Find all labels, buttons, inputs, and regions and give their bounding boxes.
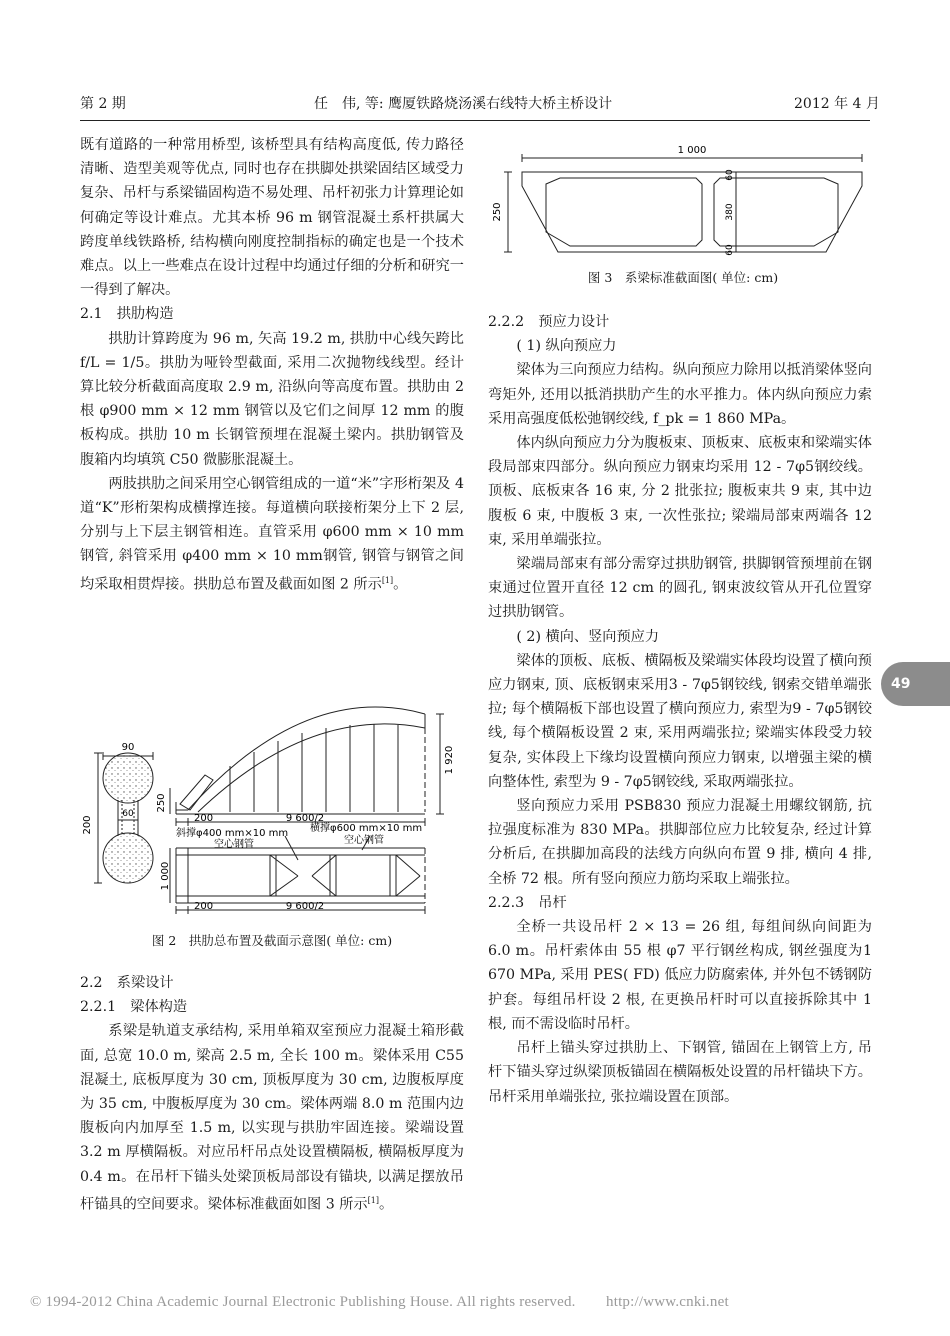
left-column-bottom [80, 971, 464, 1217]
dim-1920: 1 920 [444, 745, 455, 775]
paragraph-arch-rib-2-end: 。 [393, 576, 408, 593]
dim-mid-380: 380 [725, 203, 735, 221]
paragraph-prestress-1: 梁体为三向预应力结构。纵向预应力除用以抵消梁体竖向弯矩外, 还用以抵消拱肋产生的水平推力。体内纵向预应力索采用高强度低松弛钢绞线, f_pk = 1 860 MPa。 [488, 362, 872, 427]
dim-1000: 1 000 [160, 861, 171, 891]
dim-span-bottom: 9 600/2 [285, 901, 325, 912]
header-date: 2012 年 4 月 [794, 96, 880, 112]
citation-2: [1] [367, 1195, 379, 1205]
label-horizontal-brace-2: 空心钢管 [344, 835, 384, 846]
subheading-longitudinal: ( 1) 纵向预应力 [516, 338, 617, 355]
section-2-2-heading: 2.2 系梁设计 [80, 975, 174, 991]
left-column-top [80, 133, 464, 597]
copyright-footer: © 1994-2012 China Academic Journal Electronic Publishing House. All rights reserved. http://www.cnki.net [30, 1294, 729, 1310]
section-2-2-1-heading: 2.2.1 梁体构造 [80, 999, 188, 1016]
header-rule [80, 120, 870, 121]
dim-span-top: 9 600/2 [285, 813, 325, 824]
lower-steel-tube [103, 833, 153, 883]
paragraph-arch-rib-1: 拱肋计算跨度为 96 m, 矢高 19.2 m, 拱肋中心线矢跨比 f/L = 1/5。拱肋为哑铃型截面, 采用二次抛物线线型。经计算比较分析截面高度取 2.9 m, 沿纵向等高度布置。拱肋由 2 根 φ900 mm × 12 mm 钢管以及它们之间厚 12 mm 的腹板构成。拱肋 10 m 长钢管预埋在混凝土梁内。拱肋钢管及腹箱内均填筑 C50 微膨胀混凝土。 [80, 330, 464, 468]
dim-90: 90 [121, 742, 135, 753]
dim-height-250: 250 [492, 202, 503, 222]
arch-elevation [170, 707, 444, 826]
paragraph-arch-rib-2 [80, 472, 464, 597]
figure-3-caption: 图 3 系梁标准截面图( 单位: cm) [587, 270, 779, 285]
paragraph-prestress-4: 梁体的顶板、底板、横隔板及梁端实体段均设置了横向预应力钢束, 顶、底板钢束采用3 - 7φ5钢铰线, 钢索交错单端张拉; 每个横隔板下部也设置了横向预应力, 索型为9 - 7φ5钢铰线, 每个横隔板设置 2 束, 采用两端张拉; 梁端实体段受力较复杂, 实体段上下缘均设置横向预应力钢束, 以增强主梁的横向整体性, 索型为 9 - 7φ5钢铰线, 采取两端张拉。 [488, 652, 872, 790]
paragraph-prestress-2: 体内纵向预应力分为腹板束、顶板束、底板束和梁端实体段局部束四部分。纵向预应力钢束均采用 12 - 7φ5钢绞线。顶板、底板束各 16 束, 分 2 批张拉; 腹板束共 9 束, 其中边腹板 6 束, 中腹板 3 束, 一次性张拉; 梁端局部束两端各 12 束, 采用单端张拉。 [488, 435, 872, 548]
header-issue: 第 2 期 [80, 96, 126, 112]
paragraph-intro: 既有道路的一种常用桥型, 该桥型具有结构高度低, 传力路径清晰、造型美观等优点, 同时也存在拱脚处拱梁固结区域受力复杂、吊杆与系梁锚固构造不易处理、吊杆初张力计算理论如何确定等设计难点。尤其本桥 96 m 钢管混凝土系杆拱属大跨度单线铁路桥, 结构横向刚度控制指标的确定也是一个技术难点。以上一些难点在设计过程中均通过仔细的分析和研究一一得到了解决。 [80, 137, 464, 299]
paragraph-beam-structure [80, 1019, 464, 1216]
subheading-transverse-vertical: ( 2) 横向、竖向预应力 [516, 628, 660, 645]
dim-bottom-60: 60 [725, 244, 735, 256]
figure-2-caption: 图 2 拱肋总布置及截面示意图( 单位: cm) [151, 933, 393, 948]
label-diagonal-brace: 斜撑φ400 mm×10 mm [176, 828, 289, 839]
section-2-2-3-heading: 2.2.3 吊杆 [488, 894, 567, 911]
dim-top-60: 60 [725, 169, 735, 181]
label-horizontal-brace: 横撑φ600 mm×10 mm [310, 823, 423, 834]
citation-1: [1] [381, 575, 394, 585]
header-title: 任 伟, 等: 鹰厦铁路烧汤溪右线特大桥主桥设计 [314, 96, 613, 112]
dim-200-top: 200 [194, 813, 214, 824]
section-2-2-2-heading: 2.2.2 预应力设计 [488, 314, 610, 330]
right-column [488, 310, 872, 1109]
paragraph-beam-structure-end: 。 [378, 1196, 394, 1213]
dim-width-1000: 1 000 [677, 145, 707, 156]
dim-250: 250 [156, 793, 167, 813]
figure-3-tie-beam-section [488, 140, 878, 265]
paragraph-hanger-1: 全桥一共设吊杆 2 × 13 = 26 组, 每组间纵向间距为 6.0 m。吊杆索体由 55 根 φ7 平行钢丝构成, 钢丝强度为1 670 MPa, 采用 PES( FD) 低应力防腐索体, 并外包不锈钢防护套。每组吊杆设 2 根, 在更换吊杆时可以直接拆除其中 1 根, 而不需设临时吊杆。 [488, 919, 872, 1032]
box-outline [522, 172, 862, 252]
paragraph-prestress-3: 梁端局部束有部分需穿过拱肋钢管, 拱脚钢管预埋前在钢束通过位置开直径 12 cm 的圆孔, 钢束波纹管从开孔位置穿过拱肋钢管。 [488, 556, 872, 621]
paragraph-arch-rib-2-text: 两肢拱肋之间采用空心钢管组成的一道“米”字形桁架及 4 道“K”形桁架构成横撑连接。每道横向联接桁架分上下 2 层, 分别与上下层主钢管相连。直管采用 φ600 mm × 10 mm 钢管, 斜管采用 φ400 mm × 10 mm钢管, 钢管与钢管之间均采取相贯焊接。拱肋总布置及截面如图 2 所示 [80, 475, 464, 593]
figure-2-arch-rib-diagram [80, 700, 470, 930]
dim-200-bottom: 200 [194, 901, 214, 912]
paragraph-prestress-5: 竖向预应力采用 PSB830 预应力混凝土用螺纹钢筋, 抗拉强度标准为 830 MPa。拱脚部位应力比较复杂, 经过计算分析后, 在拱脚加高段的法线方向纵向布置 9 排, 横向 4 排, 全桥 72 根。所有竖向预应力筋均采取上端张拉。 [488, 798, 872, 887]
section-2-1-heading: 2.1 拱肋构造 [80, 306, 174, 323]
page-number-tab: 49 [881, 662, 950, 706]
dim-60: 60 [122, 809, 134, 819]
paragraph-hanger-2: 吊杆上锚头穿过拱肋上、下钢管, 锚固在上钢管上方, 吊杆下锚头穿过纵梁顶板锚固在横隔板处设置的吊杆锚块下方。吊杆采用单端张拉, 张拉端设置在顶部。 [488, 1040, 872, 1105]
dim-200: 200 [82, 815, 93, 835]
left-cell [546, 178, 702, 246]
label-diagonal-brace-2: 空心钢管 [214, 839, 254, 850]
paragraph-beam-structure-text: 系梁是轨道支承结构, 采用单箱双室预应力混凝土箱形截面, 总宽 10.0 m, 梁高 2.5 m, 全长 100 m。梁体采用 C55 混凝土, 底板厚度为 30 cm, 顶板厚度为 30 cm, 边腹板厚度为 35 cm, 中腹板厚度为 30 cm。梁体两端 8.0 m 范围内边腹板向内加厚至 1.5 m, 以实现与拱肋牢固连接。梁端设置 3.2 m 厚横隔板。对应吊杆吊点处设置横隔板, 横隔板厚度为 0.4 m。在吊杆下锚头处梁顶板局部设有锚块, 以满足摆放吊杆锚具的空间要求。梁体标准截面如图 3 所示 [80, 1023, 464, 1213]
upper-steel-tube [103, 753, 153, 803]
